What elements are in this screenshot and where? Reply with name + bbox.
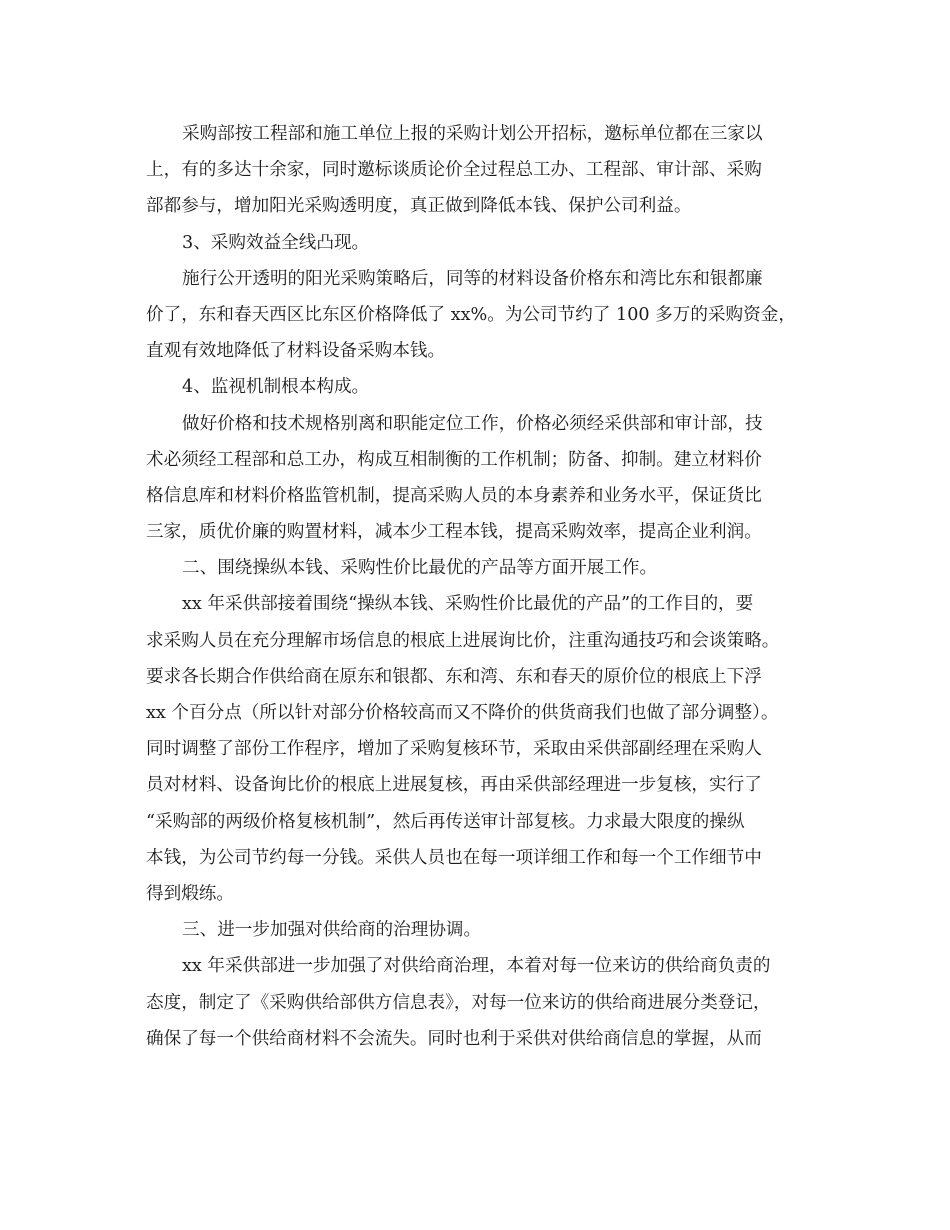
document-body: [146, 116, 806, 1057]
paragraph-line: 施行公开透明的阳光采购策略后，同等的材料设备价格东和湾比东和银都廉: [182, 268, 763, 289]
paragraph-line: 直观有效地降低了材料设备采购本钱。: [146, 341, 446, 362]
paragraph-line: 求采购人员在充分理解市场信息的根底上进展询比价，注重沟通技巧和会谈策略。: [146, 630, 780, 651]
paragraph-line: 术必须经工程部和总工办，构成互相制衡的工作机制；防备、抑制。建立材料价: [146, 449, 762, 470]
paragraph-line: 员对材料、设备询比价的根底上进展复核，再由采供部经理进一步复核，实行了: [146, 775, 762, 796]
paragraph-line: 做好价格和技术规格别离和职能定位工作，价格必须经采供部和审计部，技: [182, 413, 763, 434]
paragraph-line: 确保了每一个供给商材料不会流失。同时也利于采供对供给商信息的掌握，从而: [146, 1028, 762, 1049]
paragraph-line: 得到煅练。: [146, 883, 234, 904]
paragraph-line: 三家，质优价廉的购置材料，减本少工程本钱，提高采购效率，提高企业利润。: [146, 522, 762, 543]
section-heading: 4、监视机制根本构成。: [182, 377, 370, 398]
paragraph-line: xx 年采供部接着围绕“操纵本钱、采购性价比最优的产品”的工作目的，要: [182, 594, 754, 615]
section-heading: 二、围绕操纵本钱、采购性价比最优的产品等方面开展工作。: [182, 558, 658, 579]
section-heading: 三、进一步加强对供给商的治理协调。: [182, 920, 482, 941]
paragraph-line: 采购部按工程部和施工单位上报的采购计划公开招标，邀标单位都在三家以: [182, 124, 763, 144]
section-heading: 3、采购效益全线凸现。: [182, 232, 370, 253]
paragraph-line: “采购部的两级价格复核机制”，然后再传送审计部复核。力求最大限度的操纵: [146, 811, 745, 832]
paragraph-line: 格信息库和材料价格监管机制，提高采购人员的本身素养和业务水平，保证货比: [146, 485, 762, 506]
paragraph-line: 本钱，为公司节约每一分钱。采供人员也在每一项详细工作和每一个工作细节中: [146, 847, 762, 868]
paragraph-line: 同时调整了部份工作程序，增加了采购复核环节，采取由采供部副经理在采购人: [146, 739, 762, 760]
paragraph-line: 上，有的多达十余家，同时邀标谈质论价全过程总工办、工程部、审计部、采购: [146, 160, 762, 181]
paragraph-line: 态度，制定了《采购供给部供方信息表》，对每一位来访的供给商进展分类登记，: [146, 992, 771, 1013]
paragraph-line: xx 年采供部进一步加强了对供给商治理，本着对每一位来访的供给商负责的: [182, 956, 771, 977]
paragraph-line: 价了，东和春天西区比东区价格降低了 xx%。为公司节约了 100 多万的采购资金，: [146, 304, 796, 325]
paragraph-line: 要求各长期合作供给商在原东和银都、东和湾、东和春天的原价位的根底上下浮: [146, 666, 762, 687]
paragraph-line: xx 个百分点（所以针对部分价格较高而又不降价的供货商我们也做了部分调整）。: [146, 703, 779, 723]
paragraph-line: 部都参与，增加阳光采购透明度，真正做到降低本钱、保护公司利益。: [146, 196, 692, 217]
